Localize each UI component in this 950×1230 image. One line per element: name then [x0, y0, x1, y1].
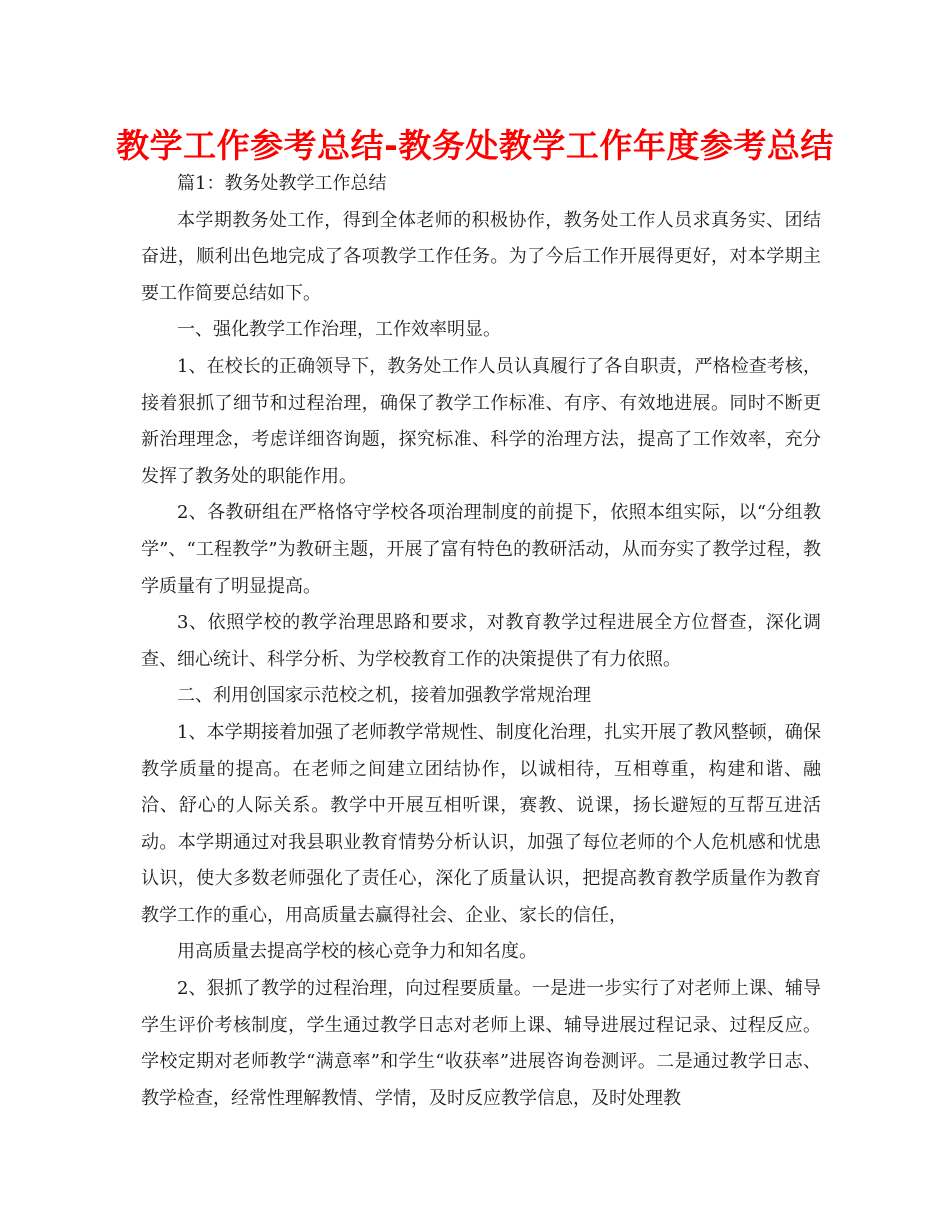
paragraph: 2、狠抓了教学的过程治理，向过程要质量。一是进一步实行了对老师上课、辅导学生评价考核制度，学生通过教学日志对老师上课、辅导进展过程记录、过程反应。学校定期对老师教学“满意率”和学生“收获率”进展咨询卷测评。二是通过教学日志、教学检查，经常性理解教情、学情，及时反应教学信息，及时处理教 [141, 978, 821, 1109]
paragraph: 用高质量去提高学校的核心竞争力和知名度。 [177, 941, 537, 963]
section-heading: 篇1：教务处教学工作总结 [177, 173, 387, 194]
paragraph: 1、本学期接着加强了老师教学常规性、制度化治理，扎实开展了教风整顿，确保教学质量的提高。在老师之间建立团结协作，以诚相待，互相尊重，构建和谐、融洽、舒心的人际关系。教学中开展互相听课，赛教、说课，扬长避短的互帮互进活动。本学期通过对我县职业教育情势分析认识，加强了每位老师的个人危机感和忧患认识，使大多数老师强化了责任心，深化了质量认识，把提高教育教学质量作为教育教学工作的重心，用高质量去赢得社会、企业、家长的信任， [141, 721, 821, 926]
document-body [141, 166, 821, 1117]
paragraph: 1、在校长的正确领导下，教务处工作人员认真履行了各自职责，严格检查考核，接着狠抓了细节和过程治理，确保了教学工作标准、有序、有效地进展。同时不断更新治理理念，考虑详细咨询题，探究标准、科学的治理方法，提高了工作效率，充分发挥了教务处的职能作用。 [141, 355, 821, 487]
section-heading: 一、强化教学工作治理，工作效率明显。 [177, 319, 501, 341]
paragraph: 3、依照学校的教学治理思路和要求，对教育教学过程进展全方位督查，深化调查、细心统计、科学分析、为学校教育工作的决策提供了有力依照。 [141, 612, 821, 670]
document-title: 教学工作参考总结-教务处教学工作年度参考总结 [116, 126, 834, 165]
section-heading: 二、利用创国家示范校之机，接着加强教学常规治理 [177, 685, 591, 707]
paragraph: 本学期教务处工作，得到全体老师的积极协作，教务处工作人员求真务实、团结奋进，顺利出色地完成了各项教学工作任务。为了今后工作开展得更好，对本学期主要工作简要总结如下。 [141, 209, 821, 304]
paragraph: 2、各教研组在严格恪守学校各项治理制度的前提下，依照本组实际，以“分组教学”、“工程教学”为教研主题，开展了富有特色的教研活动，从而夯实了教学过程，教学质量有了明显提高。 [141, 502, 821, 597]
